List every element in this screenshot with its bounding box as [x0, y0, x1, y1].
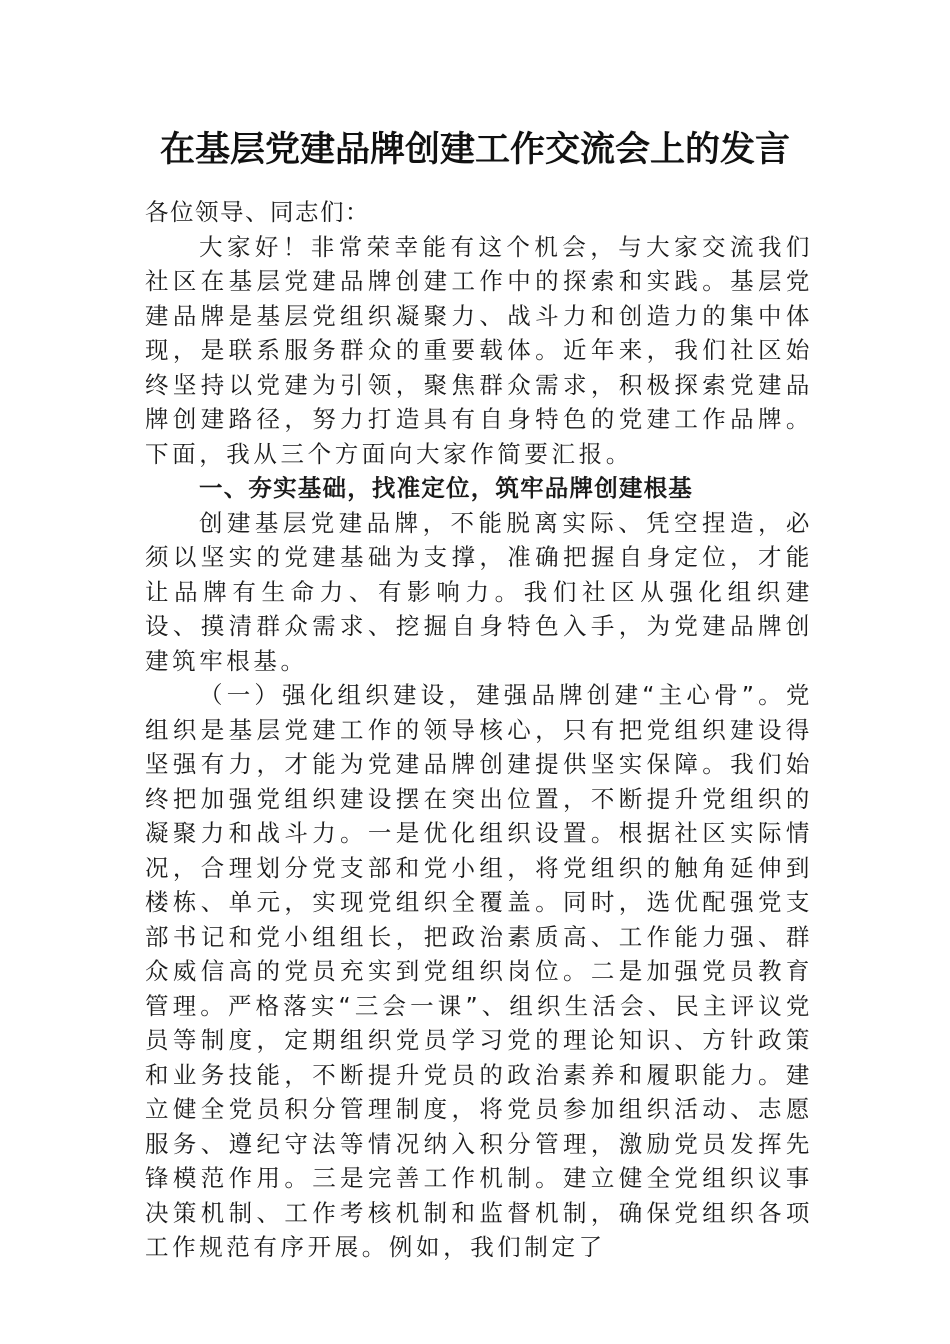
section-1-intro-paragraph: 创建基层党建品牌，不能脱离实际、凭空捏造，必须以坚实的党建基础为支撑，准确把握自身定位，才能让品牌有生命力、有影响力。我们社区从强化组织建设、摸清群众需求、挖掘自身特色入手，为党建品牌创建筑牢根基。 [145, 508, 813, 675]
salutation: 各位领导、同志们： [145, 198, 370, 226]
document-body [145, 195, 813, 1265]
section-heading-1: 一、夯实基础，找准定位，筑牢品牌创建根基 [199, 474, 693, 502]
subsection-1-paragraph: （一）强化组织建设，建强品牌创建“主心骨”。党组织是基层党建工作的领导核心，只有把党组织建设得坚强有力，才能为党建品牌创建提供坚实保障。我们始终把加强党组织建设摆在突出位置，不断提升党组织的凝聚力和战斗力。一是优化组织设置。根据社区实际情况，合理划分党支部和党小组，将党组织的触角延伸到楼栋、单元，实现党组织全覆盖。同时，选优配强党支部书记和党小组组长，把政治素质高、工作能力强、群众威信高的党员充实到党组织岗位。二是加强党员教育管理。严格落实“三会一课”、组织生活会、民主评议党员等制度，定期组织党员学习党的理论知识、方针政策和业务技能，不断提升党员的政治素养和履职能力。建立健全党员积分管理制度，将党员参加组织活动、志愿服务、遵纪守法等情况纳入积分管理，激励党员发挥先锋模范作用。三是完善工作机制。建立健全党组织议事决策机制、工作考核机制和监督机制，确保党组织各项工作规范有序开展。例如，我们制定了 [145, 681, 813, 1261]
document-title: 在基层党建品牌创建工作交流会上的发言 [159, 129, 790, 170]
intro-paragraph: 大家好！非常荣幸能有这个机会，与大家交流我们社区在基层党建品牌创建工作中的探索和实践。基层党建品牌是基层党组织凝聚力、战斗力和创造力的集中体现，是联系服务群众的重要载体。近年来，我们社区始终坚持以党建为引领，聚焦群众需求，积极探索党建品牌创建路径，努力打造具有自身特色的党建工作品牌。下面，我从三个方面向大家作简要汇报。 [145, 232, 813, 468]
